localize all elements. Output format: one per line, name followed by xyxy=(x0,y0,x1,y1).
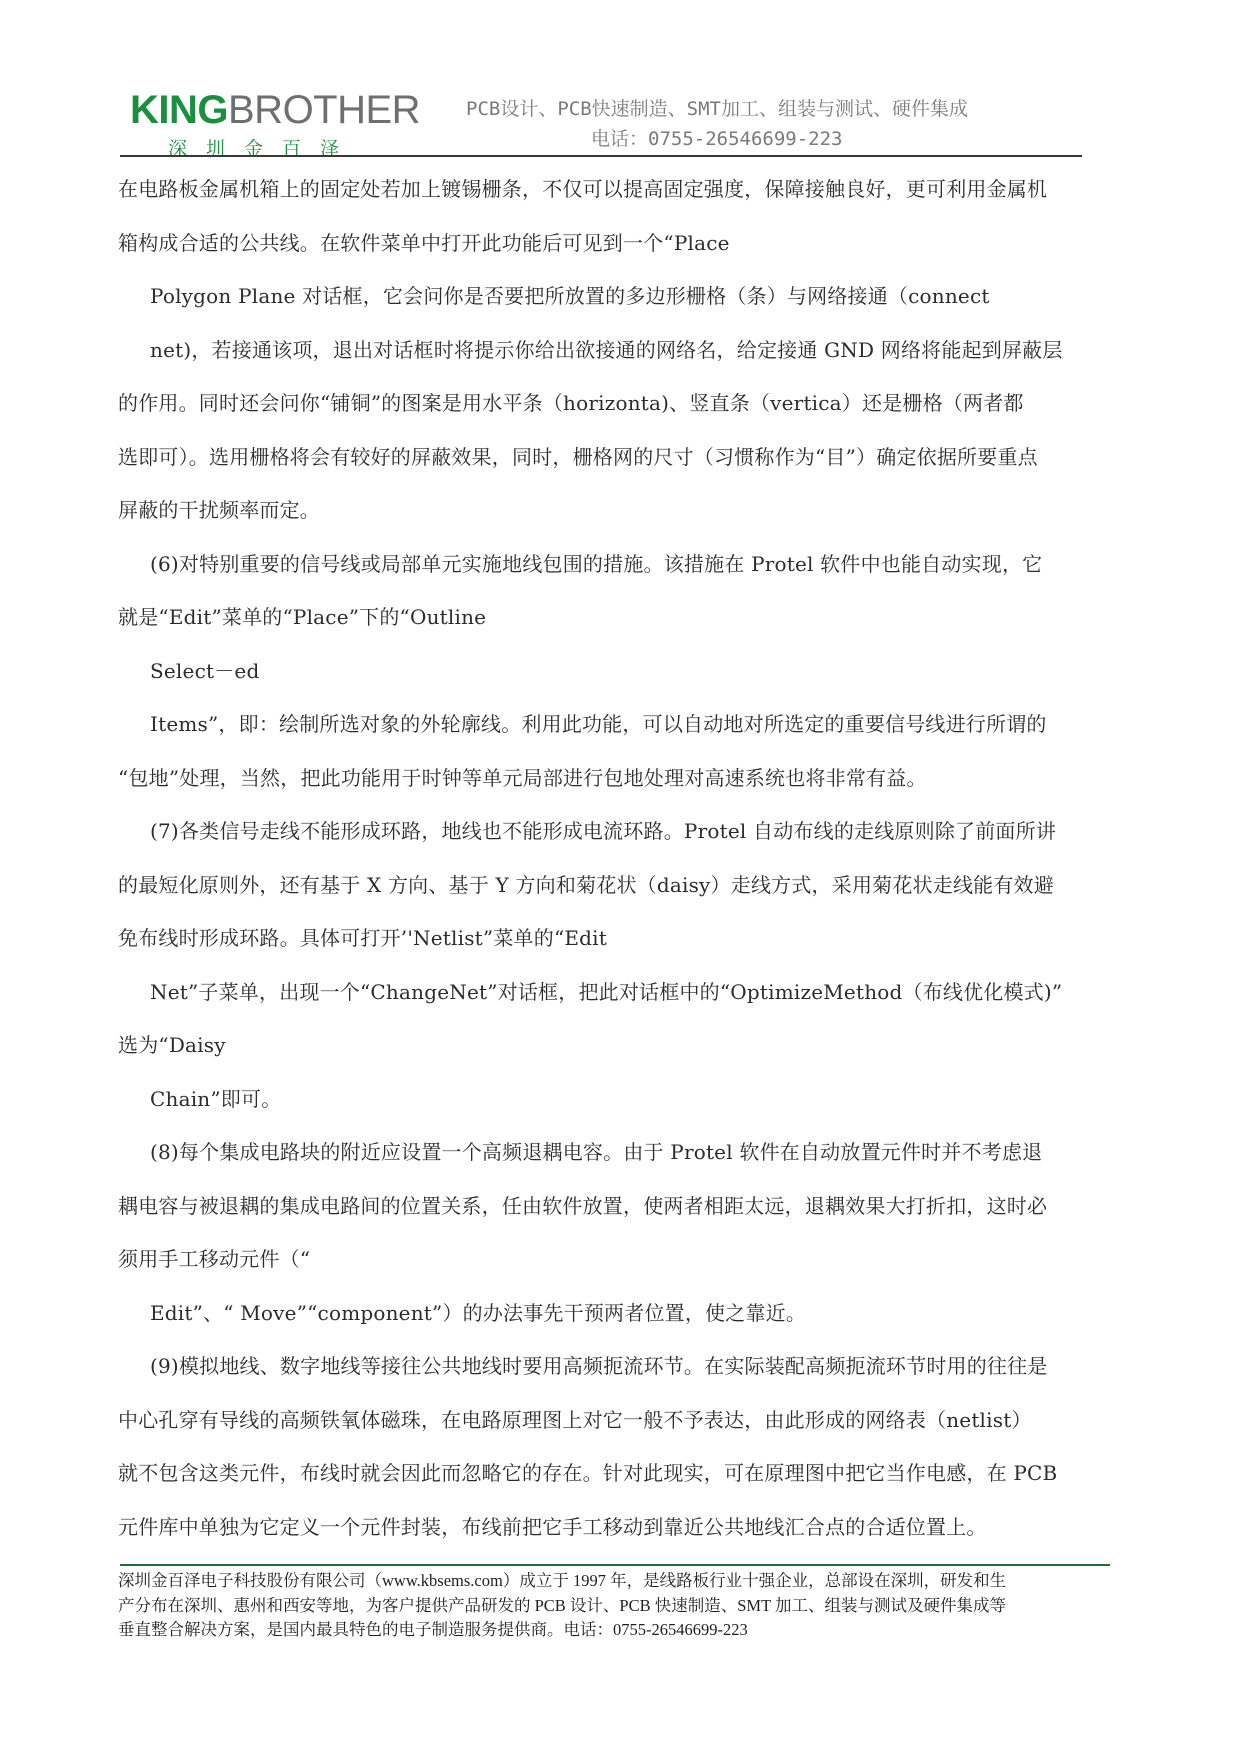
page-header xyxy=(0,0,1241,160)
body-line: Net”子菜单，出现一个“ChangeNet”对话框，把此对话框中的“OptimizeMethod（布线优化模式)” xyxy=(150,979,1063,1004)
body-line: (7)各类信号走线不能形成环路，地线也不能形成电流环路。Protel 自动布线的走线原则除了前面所讲 xyxy=(150,819,1057,843)
footer-line: 产分布在深圳、惠州和西安等地，为客户提供产品研发的 PCB 设计、PCB 快速制造、SMT 加工、组装与测试及硬件集成等 xyxy=(118,1595,1007,1615)
body-line: Edit”、“ Move”“component”）的办法事先干预两者位置，使之靠近。 xyxy=(150,1300,807,1325)
header-phone: 电话：0755-26546699-223 xyxy=(591,128,843,150)
footer-line: 垂直整合解决方案，是国内最具特色的电子制造服务提供商。电话：0755-26546699-223 xyxy=(118,1620,748,1639)
logo-chinese-name: 深圳金百泽 xyxy=(168,138,359,160)
header-services: PCB设计、PCB快速制造、SMT加工、组装与测试、硬件集成 xyxy=(466,98,968,120)
body-line: 就不包含这类元件，布线时就会因此而忽略它的存在。针对此现实，可在原理图中把它当作电感，在 PCB xyxy=(118,1461,1058,1485)
body-line: 选即可）。选用栅格将会有较好的屏蔽效果，同时，栅格网的尺寸（习惯称作为“目”）确定依据所要重点 xyxy=(118,444,1038,469)
body-line: 耦电容与被退耦的集成电路间的位置关系，任由软件放置，使两者相距太远，退耦效果大打折扣，这时必 xyxy=(118,1193,1048,1218)
header-divider xyxy=(120,155,1082,157)
company-logo xyxy=(130,88,420,161)
logo-wordmark xyxy=(130,88,420,132)
body-line: 在电路板金属机箱上的固定处若加上镀锡栅条，不仅可以提高固定强度，保障接触良好，更可利用金属机 xyxy=(118,177,1048,201)
logo-king: KING xyxy=(130,88,228,132)
body-line: 选为“Daisy xyxy=(118,1033,226,1057)
body-line: 的最短化原则外，还有基于 X 方向、基于 Y 方向和菊花状（daisy）走线方式，采用菊花状走线能有效避 xyxy=(118,872,1054,897)
body-line: 元件库中单独为它定义一个元件封装，布线前把它手工移动到靠近公共地线汇合点的合适位置上。 xyxy=(118,1514,987,1539)
body-line: net)，若接通该项，退出对话框时将提示你给出欲接通的网络名，给定接通 GND 网络将能起到屏蔽层 xyxy=(150,337,1063,362)
footer-line: 深圳金百泽电子科技股份有限公司（www.kbsems.com）成立于 1997 年，是线路板行业十强企业，总部设在深圳，研发和生 xyxy=(118,1571,1007,1590)
body-line: 须用手工移动元件（“ xyxy=(118,1247,311,1271)
body-line: Polygon Plane 对话框，它会问你是否要把所放置的多边形栅格（条）与网络接通（connect xyxy=(150,284,990,308)
body-line: “包地”处理，当然，把此功能用于时钟等单元局部进行包地处理对高速系统也将非常有益。 xyxy=(118,765,927,790)
body-line: (9)模拟地线、数字地线等接往公共地线时要用高频扼流环节。在实际装配高频扼流环节时用的往往是 xyxy=(150,1354,1048,1378)
document-body xyxy=(118,163,1130,1554)
logo-brother: BROTHER xyxy=(228,88,421,132)
footer-divider xyxy=(120,1564,1110,1566)
body-line: 箱构成合适的公共线。在软件菜单中打开此功能后可见到一个“Place xyxy=(118,230,730,255)
body-line: (6)对特别重要的信号线或局部单元实施地线包围的措施。该措施在 Protel 软件中也能自动实现，它 xyxy=(150,551,1043,576)
body-line: 屏蔽的干扰频率而定。 xyxy=(118,498,320,522)
body-line: Items”，即：绘制所选对象的外轮廓线。利用此功能，可以自动地对所选定的重要信号线进行所谓的 xyxy=(150,712,1047,736)
body-line: (8)每个集成电路块的附近应设置一个高频退耦电容。由于 Protel 软件在自动放置元件时并不考虑退 xyxy=(150,1140,1043,1164)
header-tagline-block xyxy=(466,94,1026,154)
body-line: Chain”即可。 xyxy=(150,1086,282,1111)
body-line: Select－ed xyxy=(150,658,260,683)
body-line: 的作用。同时还会问你“铺铜”的图案是用水平条（horizonta)、竖直条（vertica）还是栅格（两者都 xyxy=(118,391,1024,415)
body-line: 中心孔穿有导线的高频铁氧体磁珠，在电路原理图上对它一般不予表达，由此形成的网络表（netlist） xyxy=(118,1407,1032,1432)
body-line: 就是“Edit”菜单的“Place”下的“Outline xyxy=(118,605,487,629)
body-line: 免布线时形成环路。具体可打开’'Netlist”菜单的“Edit xyxy=(118,926,608,950)
page-footer xyxy=(118,1569,1118,1643)
